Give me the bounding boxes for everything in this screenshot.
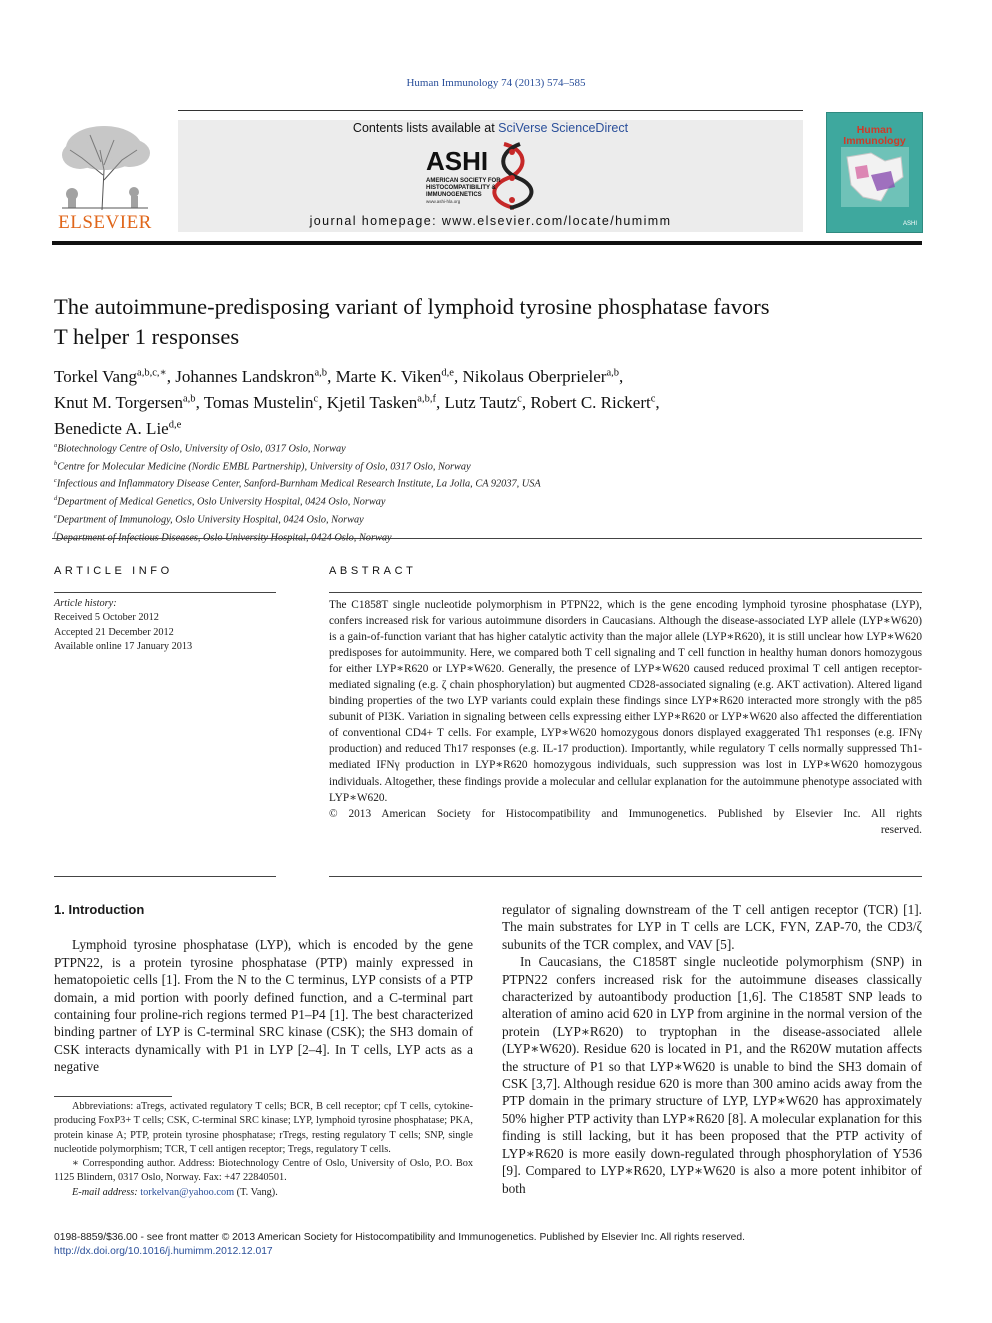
author-name: Torkel Vang [54,366,138,386]
author-affil[interactable]: c [517,393,522,405]
dna-helix-icon [494,144,531,208]
author [54,419,181,438]
history-received: Received 5 October 2012 [54,612,159,624]
homepage-prefix: journal homepage: [309,214,442,228]
author-affil[interactable]: d,e [168,419,182,431]
author-name: Kjetil Tasken [326,392,418,412]
abstract-heading: ABSTRACT [329,565,417,577]
title-line-2: T helper 1 responses [54,324,240,349]
author [336,367,463,386]
intro-paragraph-3: In Caucasians, the C1858T single nucleotide polymorphism (SNP) in PTPN22 confers increased risk for the autoimmune diseases classically characterized by autoantibody production [1,6]. The C1858T SNP leads to alteration of amino acid 620 in LYP from arginine in the normal version of the protein (LYP∗R620) to tryptophan in the disease-associated allele (LYP∗W620). Residue 620 is located in P1, and the R620W mutation affects the structure of P1 so that LYP∗W620 is unable to bind the SH3 domain of CSK [3,7]. Although residue 620 is more than 300 amino acids away from the PTP domain in the primary structure of LYP, LYP∗W620 has approximately 50% higher PTP activity than LYP∗R620 [8]. A molecular explanation for this finding is still lacking, but it has been proposed that the PTP activity of LYP∗R620 is more easily down-regulated through phosphorylation of Y536 [9]. Compared to LYP∗R620, LYP∗W620 is also a more potent inhibitor of both [502,954,922,1196]
email-suffix: (T. Vang). [234,1186,278,1198]
author-name: Marte K. Viken [335,366,442,386]
article-info-rule-top [54,592,276,593]
cover-map-icon [841,147,909,207]
homepage-url[interactable]: www.elsevier.com/locate/humimm [441,214,672,228]
affil-text: Department of Immunology, Oslo University Hospital, 0424 Oslo, Norway [56,514,364,526]
sciencedirect-link[interactable]: SciVerse ScienceDirect [498,121,629,135]
affiliation [54,528,924,546]
author-name: Johannes Landskron [175,366,315,386]
email-label: E-mail address: [72,1186,141,1198]
author-sep: , [619,366,624,386]
header-rule-bottom [52,241,922,245]
affiliation [54,492,924,510]
affil-key: a [54,442,58,449]
email-link[interactable]: torkelvan@yahoo.com [140,1186,235,1198]
corresponding-author-footnote: ∗ Corresponding author. Address: Biotechnology Centre of Oslo, University of Oslo, P.O. Box 1125 Blindern, 0317 Oslo, Norway. Fax: +47 22840501. [54,1158,473,1184]
affiliation-divider [52,538,922,539]
abstract-rule-top [329,592,922,593]
ashi-url: www.ashi-hla.org [426,199,461,204]
title-line-1: The autoimmune-predisposing variant of lymphoid tyrosine phosphatase favors [54,294,770,319]
cover-title [827,125,922,147]
article-info-rule-bottom [54,876,276,877]
bottom-info [54,1231,934,1260]
author-affil[interactable]: a,b [314,367,328,378]
author-affil[interactable]: c [313,393,319,405]
author-name: Tomas Mustelin [203,392,314,412]
abstract-body [329,597,922,838]
issn-line: 0198-8859/$36.00 - see front matter © 2013 American Society for Histocompatibility and Immunogenetics. Published by Elsevier Inc. All rights reserved. [54,1232,745,1243]
ashi-line-2: HISTOCOMPATIBILITY & [426,185,496,191]
author-name: Benedicte A. Lie [54,418,169,438]
author-affil[interactable]: c [650,393,656,405]
ashi-line-1: AMERICAN SOCIETY FOR [426,178,501,184]
body-column-left [54,901,473,1076]
email-footnote [54,1186,473,1200]
contents-line [178,121,803,135]
author-affil-keys[interactable]: a,b,c, [137,367,160,378]
article-info-heading: ARTICLE INFO [54,565,173,577]
affiliation [54,439,924,457]
affil-key: d [54,495,58,503]
affiliation [54,510,924,528]
cover-title-line-2: Immunology [843,135,906,147]
author-sep: , [318,392,327,412]
article-history [54,597,276,655]
footnotes [54,1100,473,1200]
author [530,393,659,412]
body-column-right [502,901,922,1197]
history-accepted: Accepted 21 December 2012 [54,626,174,638]
abstract-copyright-line-2: reserved. [880,823,922,836]
corresponding-star[interactable]: ∗ [159,367,167,378]
affiliation [54,474,924,492]
author-affil[interactable] [137,367,167,378]
author-name: Nikolaus Oberprieler [462,366,607,386]
journal-homepage [178,214,803,228]
author-list [54,362,924,440]
author-affil[interactable]: d,e [441,367,454,378]
author-affil[interactable]: a,b,f [417,393,437,405]
author-sep: , [327,366,336,386]
affil-key: f [54,530,56,538]
affil-key: c [54,477,57,485]
ashi-logo [418,140,568,212]
elsevier-wordmark: ELSEVIER [58,212,152,233]
affil-text: Department of Medical Genetics, Oslo University Hospital, 0424 Oslo, Norway [57,496,386,508]
ashi-line-3: IMMUNOGENETICS [426,192,482,198]
author-name: Lutz Tautz [444,392,518,412]
abstract-text: The C1858T single nucleotide polymorphism in PTPN22, which is the gene encoding lymphoid tyrosine phosphatase (LYP), confers increased risk for various autoimmune disorders in Caucasians. Although the disease-associated LYP allele (LYP∗W620) is a gain-of-function variant that has higher catalytic activity than the major allele (LYP∗R620), it is still unclear how LYP∗W620 predisposes for autoimmunity. Here, we compared both T cell signaling and T cell function in healthy human donors homozygous for either LYP∗R620 or LYP∗W620. Generally, the presence of LYP∗W620 caused reduced proximal T cell antigen receptor-mediated signaling (e.g. ζ chain phosphorylation) but augmented CD28-associated signaling (e.g. AKT activation). Altered ligand binding properties of the two LYP variants could explain these findings since LYP∗R620 interacted more strongly with the p85 subunit of PI3K. Variation in signaling between cells expressing either LYP∗R620 or LYP∗W620 also affected the differentiation of conventional CD4+ T cells. For example, LYP∗W620 homozygous donors displayed exaggerated Th1 responses (e.g. IFNγ production) and reduced Th17 responses (e.g. IL-17 production). Importantly, while regulatory T cells normally suppressed Th1-mediated IFNγ production in LYP∗R620 homozygous individuals, such suppression was lost in LYP∗W620 homozygous individuals. Altogether, these findings provide a molecular and cellular explanation for the autoimmune phenotype associated with LYP∗W620. [329,599,922,804]
section-heading-introduction: 1. Introduction [54,902,145,917]
history-online: Available online 17 January 2013 [54,641,193,653]
affil-text: Biotechnology Centre of Oslo, University of Oslo, 0317 Oslo, Norway [57,443,346,455]
journal-cover[interactable] [826,112,923,233]
author-affil[interactable]: a,b [182,393,196,405]
author [204,393,327,412]
affil-text: Infectious and Inflammatory Disease Center, Sanford-Burnham Medical Research Institute, La Jolla, CA 92037, USA [56,478,541,490]
author-sep: , [521,392,531,412]
author-name: Knut M. Torgersen [54,392,183,412]
author [327,393,445,412]
abstract-rule-bottom [329,876,922,877]
author-name: Robert C. Rickert [530,392,651,412]
author-sep: , [655,392,660,412]
author [54,367,175,386]
doi-link[interactable]: http://dx.doi.org/10.1016/j.humimm.2012.12.017 [54,1246,273,1258]
affiliation-list [54,439,924,545]
intro-paragraph-2: regulator of signaling downstream of the T cell antigen receptor (TCR) [1]. The main substrates for LYP in T cells are LCK, FYN, ZAP-70, the CD3/ζ subunits of the TCR complex, and VAV [5]. [502,902,922,952]
author [175,367,335,386]
author [445,393,531,412]
footnote-rule [54,1096,172,1097]
author-sep: , [436,392,445,412]
cover-ashi-mark: ASHI [902,221,917,227]
header-rule-top [178,110,803,111]
contents-prefix: Contents lists available at [352,121,499,135]
author [54,393,204,412]
journal-reference[interactable]: Human Immunology 74 (2013) 574–585 [406,77,586,89]
history-label: Article history: [54,598,117,609]
affil-key: b [54,459,58,467]
affil-text: Centre for Molecular Medicine (Nordic EMBL Partnership), University of Oslo, 0317 Oslo, Norway [57,461,471,473]
ashi-letters: ASHI [426,146,489,176]
author-sep: , [453,366,463,386]
intro-paragraph-1: Lymphoid tyrosine phosphatase (LYP), which is encoded by the gene PTPN22, is a protein tyrosine phosphatase (PTP) mainly expressed in hematopoietic cells [1]. From the N to the C terminus, LYP consists of a PTP domain, a mid portion with poorly defined function, and a C-terminal part containing four proline-rich regions termed P1–P4 [1]. The best characterized binding partner of LYP is C-terminal SRC kinase (CSK); the SH3 domain of CSK interacts dynamically with P1 in LYP [2–4]. In T cells, LYP acts as a negative [54,937,473,1075]
author [462,367,623,386]
affil-key: e [54,512,57,520]
author-affil[interactable]: a,b [606,367,620,378]
journal-banner [178,120,803,232]
author-sep: , [195,392,204,412]
abbreviations-footnote: Abbreviations: aTregs, activated regulatory T cells; BCR, B cell receptor; cpf T cells, cytokine-producing FoxP3+ T cells; CSK, C-terminal SRC kinase; LYP, lymphoid tyrosine phosphatase; PKA, protein kinase A; PTP, protein tyrosine phosphatase; rTregs, resting regulatory T cells; SNP, single nucleotide polymorphism; TCR, T cell antigen receptor; Tregs, regulatory T cells. [54,1101,473,1155]
abstract-copyright-line-1: © 2013 American Society for Histocompatibility and Immunogenetics. Published by Elsevier Inc. All rights [329,807,922,820]
affiliation [54,457,924,475]
article-title [54,292,924,352]
author-sep: , [166,366,176,386]
cover-title-line-1: Human [856,124,893,136]
